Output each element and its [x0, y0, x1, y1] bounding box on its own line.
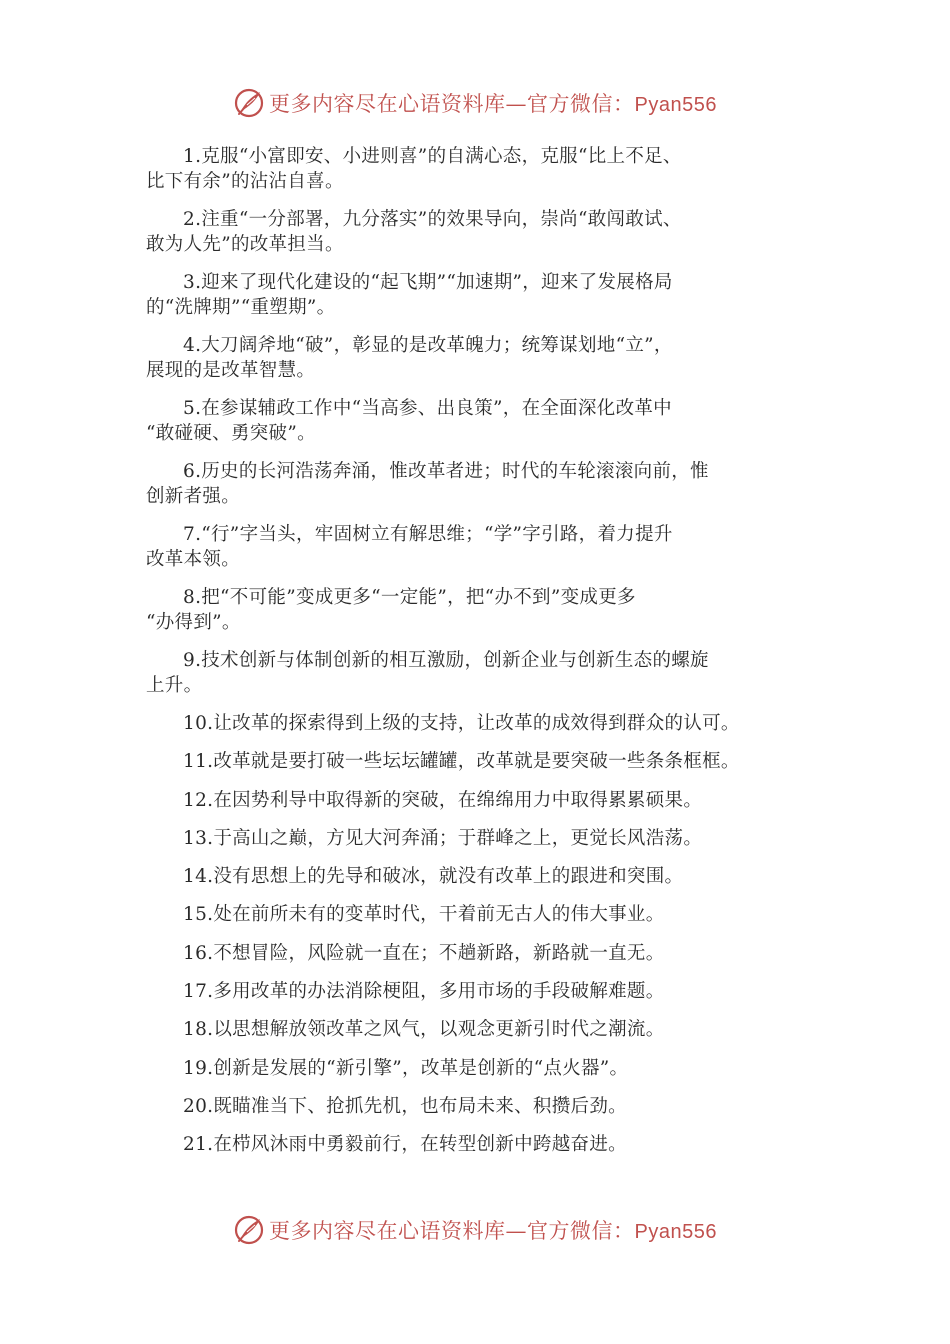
list-item-line: 6.历史的长河浩荡奔涌，惟改革者进；时代的车轮滚滚向前，惟	[183, 461, 709, 482]
footer-promo-text: 更多内容尽在心语资料库—官方微信：Pyan556	[269, 1219, 717, 1243]
list-item-line: 21.在栉风沐雨中勇毅前行，在转型创新中跨越奋进。	[183, 1134, 627, 1156]
list-item-line: 创新者强。	[146, 486, 241, 507]
list-item	[146, 1132, 811, 1157]
list-item-line: 17.多用改革的办法消除梗阻，多用市场的手段破解难题。	[183, 981, 665, 1003]
list-item-line: 4.大刀阔斧地“破”，彰显的是改革魄力；统筹谋划地“立”，	[183, 335, 673, 356]
list-item	[146, 902, 811, 927]
list-item-line: 7.“行”字当头，牢固树立有解思维；“学”字引路，着力提升	[183, 524, 673, 545]
list-item-line: “敢碰硬、勇突破”。	[146, 423, 316, 444]
list-item-line: 11.改革就是要打破一些坛坛罐罐，改革就是要突破一些条条框框。	[183, 751, 740, 773]
list-item-line: 的“洗牌期”“重塑期”。	[146, 297, 336, 318]
list-item-line: 展现的是改革智慧。	[146, 360, 316, 381]
list-item-line: 10.让改革的探索得到上级的支持，让改革的成效得到群众的认可。	[183, 713, 740, 734]
list-item	[146, 864, 811, 889]
list-item-line: 2.注重“一分部署，九分落实”的效果导向，崇尚“敢闯敢试、	[183, 209, 682, 230]
list-item	[146, 749, 811, 774]
list-item	[146, 979, 811, 1004]
list-item	[146, 788, 811, 813]
list-item-line: 18.以思想解放领改革之风气，以观念更新引时代之潮流。	[183, 1019, 665, 1041]
list-item-line: 14.没有思想上的先导和破冰，就没有改革上的跟进和突围。	[183, 866, 684, 888]
list-item-line: 敢为人先”的改革担当。	[146, 234, 344, 255]
list-item	[146, 648, 811, 698]
header-wechat-id: Pyan556	[634, 94, 717, 116]
list-item-line: 13.于高山之巅，方见大河奔涌；于群峰之上，更觉长风浩荡。	[183, 827, 703, 849]
list-item	[146, 941, 811, 966]
footer-banner	[0, 1210, 950, 1250]
quote-list	[146, 144, 811, 1171]
list-item	[146, 826, 811, 851]
list-item	[146, 333, 811, 383]
footer-wechat-id: Pyan556	[634, 1221, 717, 1243]
list-item-line: “办得到”。	[146, 612, 241, 633]
list-item	[146, 1017, 811, 1042]
feather-pen-logo-icon	[233, 87, 265, 119]
list-item	[146, 396, 811, 446]
header-promo-text: 更多内容尽在心语资料库—官方微信：Pyan556	[269, 92, 717, 116]
list-item-line: 5.在参谋辅政工作中“当高参、出良策”，在全面深化改革中	[183, 398, 672, 419]
list-item	[146, 522, 811, 572]
feather-pen-logo-icon	[233, 1214, 265, 1246]
list-item	[146, 585, 811, 635]
list-item-line: 上升。	[146, 675, 203, 696]
list-item-line: 3.迎来了现代化建设的“起飞期”“加速期”，迎来了发展格局	[183, 272, 673, 293]
list-item	[146, 1094, 811, 1119]
list-item	[146, 459, 811, 509]
list-item-line: 20.既瞄准当下、抢抓先机，也布局未来、积攒后劲。	[183, 1095, 627, 1117]
list-item	[146, 711, 811, 736]
list-item	[146, 207, 811, 257]
list-item-line: 改革本领。	[146, 549, 241, 570]
list-item	[146, 144, 811, 194]
list-item	[146, 270, 811, 320]
list-item-line: 19.创新是发展的“新引擎”，改革是创新的“点火器”。	[183, 1057, 629, 1079]
list-item-line: 比下有余”的沾沾自喜。	[146, 171, 344, 192]
list-item-line: 9.技术创新与体制创新的相互激励，创新企业与创新生态的螺旋	[183, 650, 709, 671]
list-item-line: 8.把“不可能”变成更多“一定能”，把“办不到”变成更多	[183, 587, 636, 608]
list-item	[146, 1056, 811, 1081]
list-item-line: 16.不想冒险，风险就一直在；不趟新路，新路就一直无。	[183, 942, 665, 964]
list-item-line: 15.处在前所未有的变革时代，干着前无古人的伟大事业。	[183, 904, 665, 926]
list-item-line: 1.克服“小富即安、小进则喜”的自满心态，克服“比上不足、	[183, 146, 682, 167]
list-item-line: 12.在因势利导中取得新的突破，在绵绵用力中取得累累硕果。	[183, 789, 703, 811]
header-banner	[0, 83, 950, 123]
